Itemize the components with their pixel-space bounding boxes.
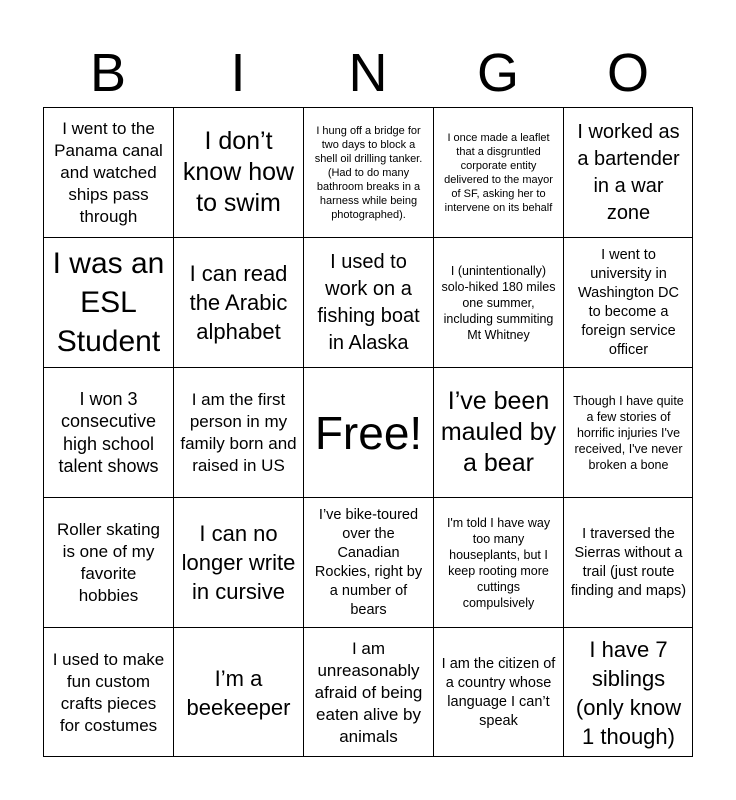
bingo-cell[interactable] — [433, 367, 563, 497]
bingo-cell[interactable] — [563, 107, 693, 237]
cell-text: Roller skating is one of my favorite hobbies — [57, 519, 160, 605]
cell-text: I once made a leaflet that a disgruntled corporate entity delivered to the mayor of SF, asking her to intervene on its behalf — [444, 131, 553, 214]
cell-text: I am the citizen of a country whose language I can’t speak — [441, 655, 556, 729]
bingo-cell[interactable] — [303, 627, 433, 757]
bingo-cell[interactable] — [43, 627, 173, 757]
cell-text: I (unintentionally) solo-hiked 180 miles one summer, including summiting Mt Whitney — [441, 263, 556, 342]
bingo-cell[interactable] — [563, 627, 693, 757]
bingo-header — [43, 42, 693, 104]
header-letter-o: O — [606, 43, 649, 103]
bingo-cell[interactable] — [303, 107, 433, 237]
bingo-cell[interactable] — [563, 237, 693, 367]
bingo-cell[interactable] — [43, 497, 173, 627]
cell-text: I worked as a bartender in a war zone — [577, 120, 680, 224]
bingo-cell[interactable] — [173, 627, 303, 757]
bingo-cell[interactable] — [433, 237, 563, 367]
free-space-label: Free! — [314, 406, 423, 459]
cell-text: I used to make fun custom crafts pieces for costumes — [52, 649, 165, 735]
cell-text: I have 7 siblings (only know 1 though) — [575, 636, 682, 749]
cell-text: I won 3 consecutive high school talent shows — [58, 388, 159, 476]
bingo-cell[interactable] — [433, 107, 563, 237]
cell-text: I am unreasonably afraid of being eaten alive by animals — [314, 638, 423, 746]
bingo-cell[interactable] — [563, 367, 693, 497]
header-letter-g: G — [476, 43, 519, 103]
cell-text: I don’t know how to swim — [182, 127, 295, 217]
bingo-cell[interactable] — [563, 497, 693, 627]
bingo-cell[interactable] — [173, 497, 303, 627]
cell-text: I hung off a bridge for two days to block a shell oil drilling tanker. (Had to do many bathroom breaks in a harness while being photographed). — [314, 124, 423, 221]
free-space[interactable] — [303, 367, 433, 497]
cell-text: I went to university in Washington DC to become a foreign service officer — [577, 246, 679, 358]
header-letter-b: B — [89, 43, 127, 103]
bingo-cell[interactable] — [173, 367, 303, 497]
cell-text: Though I have quite a few stories of horrific injuries I've received, I've never broken a bone — [573, 393, 684, 472]
cell-text: I can read the Arabic alphabet — [189, 261, 288, 344]
cell-text: I'm told I have way too many houseplants, but I keep rooting more cuttings compulsively — [446, 515, 551, 610]
cell-text: I traversed the Sierras without a trail (just route finding and maps) — [570, 525, 687, 599]
bingo-cell[interactable] — [43, 107, 173, 237]
bingo-cell[interactable] — [303, 237, 433, 367]
cell-text: I can no longer write in cursive — [181, 521, 296, 604]
header-letter-i: I — [230, 43, 246, 103]
bingo-cell[interactable] — [433, 627, 563, 757]
bingo-cell[interactable] — [43, 367, 173, 497]
bingo-cell[interactable] — [173, 237, 303, 367]
bingo-cell[interactable] — [433, 497, 563, 627]
cell-text: I’m a beekeeper — [186, 665, 291, 720]
cell-text: I was an ESL Student — [52, 247, 165, 358]
cell-text: I’ve been mauled by a bear — [440, 387, 557, 477]
header-letter-n: N — [348, 43, 388, 103]
cell-text: I’ve bike-toured over the Canadian Rockies, right by a number of bears — [314, 506, 423, 618]
cell-text: I used to work on a fishing boat in Alaska — [317, 250, 420, 354]
bingo-cell[interactable] — [303, 497, 433, 627]
bingo-board — [43, 107, 693, 757]
bingo-cell[interactable] — [173, 107, 303, 237]
bingo-cell[interactable] — [43, 237, 173, 367]
cell-text: I went to the Panama canal and watched ships pass through — [54, 118, 163, 226]
cell-text: I am the first person in my family born and raised in US — [180, 389, 297, 475]
